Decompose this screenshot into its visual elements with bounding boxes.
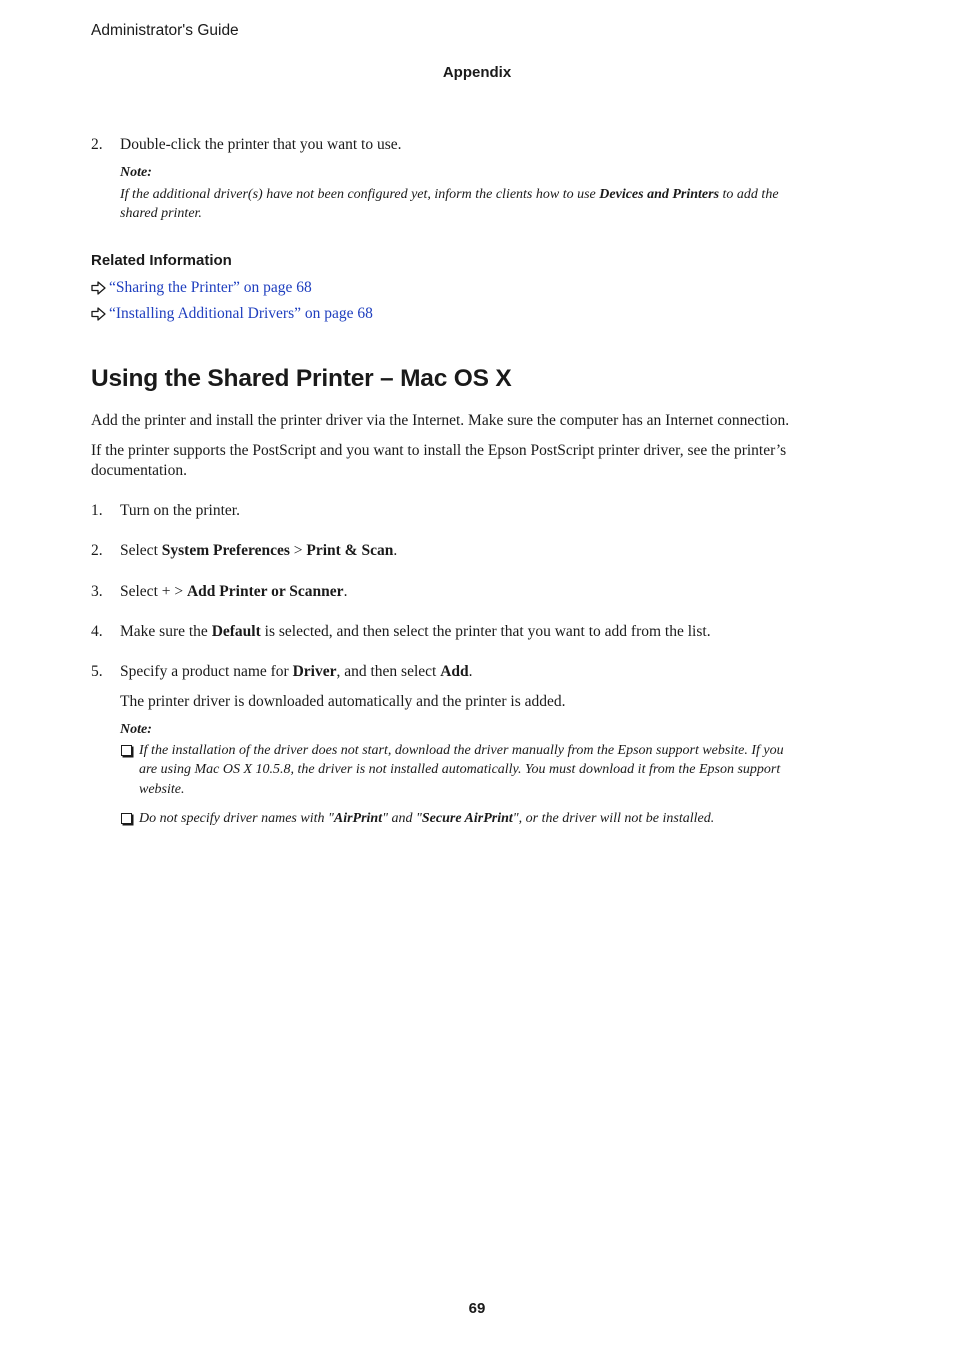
note-text-part: Do not specify driver names with " bbox=[139, 811, 334, 826]
page-number: 69 bbox=[468, 1300, 486, 1317]
step-text-bold: Default bbox=[211, 623, 261, 640]
intro-paragraph-2-line2: documentation. bbox=[91, 462, 187, 479]
related-link-row[interactable] bbox=[91, 305, 373, 323]
link-sharing-the-printer[interactable]: “Sharing the Printer” on page 68 bbox=[109, 279, 312, 296]
note-text-bold: Devices and Printers bbox=[599, 187, 720, 202]
note-text-part: to add the bbox=[719, 187, 779, 202]
section-title: Using the Shared Printer – Mac OS X bbox=[91, 365, 512, 392]
note-item-1-line3: website. bbox=[139, 782, 185, 797]
note-text-line2: shared printer. bbox=[120, 206, 202, 221]
step-number: 2. bbox=[91, 136, 103, 153]
step-number: 1. bbox=[91, 502, 103, 519]
header-section-title: Appendix bbox=[442, 64, 512, 81]
step-text bbox=[120, 541, 397, 561]
note-text-part: ", or the driver will not be installed. bbox=[512, 811, 715, 826]
note-text-bold: AirPrint bbox=[333, 811, 383, 826]
checkbox-bullet-icon bbox=[121, 745, 132, 756]
step-number: 5. bbox=[91, 663, 103, 680]
step-text: Turn on the printer. bbox=[120, 502, 240, 519]
related-information-heading: Related Information bbox=[91, 252, 232, 269]
related-link-row[interactable] bbox=[91, 279, 312, 297]
step-text-part: . bbox=[393, 542, 398, 559]
note-text-bold: Secure AirPrint bbox=[421, 811, 513, 826]
step-text-part: > bbox=[289, 542, 307, 559]
step-text-bold: Print & Scan bbox=[306, 542, 394, 559]
step-text-bold: Add bbox=[440, 663, 469, 680]
step-text-part: . bbox=[468, 663, 473, 680]
step-text-bold: System Preferences bbox=[161, 542, 290, 559]
step-text bbox=[120, 582, 347, 602]
step-text-part: is selected, and then select the printer that you want to add from the list. bbox=[260, 623, 711, 640]
note-item-2 bbox=[139, 809, 714, 829]
step-text bbox=[120, 622, 711, 642]
step-text: Double-click the printer that you want to use. bbox=[120, 136, 402, 153]
checkbox-bullet-icon bbox=[121, 813, 132, 824]
step-text-part: , and then select bbox=[336, 663, 441, 680]
header-guide-title: Administrator's Guide bbox=[91, 22, 239, 39]
note-item-1-line1: If the installation of the driver does not start, download the driver manually from the Epson support website. If you bbox=[139, 743, 784, 758]
step-text-part: Select + > bbox=[120, 583, 187, 600]
arrow-right-icon bbox=[91, 307, 106, 321]
intro-paragraph-2-line1: If the printer supports the PostScript and you want to install the Epson PostScript printer driver, see the printer’s bbox=[91, 442, 787, 459]
step-5-result: The printer driver is downloaded automatically and the printer is added. bbox=[120, 693, 566, 710]
step-text-part: Select bbox=[120, 542, 162, 559]
step-number: 2. bbox=[91, 542, 103, 559]
note-text-part: If the additional driver(s) have not been configured yet, inform the clients how to use bbox=[120, 187, 600, 202]
note-item-1-line2: are using Mac OS X 10.5.8, the driver is not installed automatically. You must download it from the Epson support bbox=[139, 762, 781, 777]
step-text-bold: Driver bbox=[292, 663, 337, 680]
intro-paragraph-1: Add the printer and install the printer driver via the Internet. Make sure the computer has an Internet connection. bbox=[91, 412, 790, 429]
note-text bbox=[120, 185, 880, 205]
arrow-right-icon bbox=[91, 281, 106, 295]
note-label: Note: bbox=[120, 165, 152, 180]
step-text-part: . bbox=[343, 583, 348, 600]
step-text-part: Make sure the bbox=[120, 623, 212, 640]
step-number: 4. bbox=[91, 623, 103, 640]
step-text-part: Specify a product name for bbox=[120, 663, 293, 680]
step-text-bold: Add Printer or Scanner bbox=[186, 583, 344, 600]
note-text-part: " and " bbox=[382, 811, 422, 826]
step-text bbox=[120, 662, 473, 682]
step-number: 3. bbox=[91, 583, 103, 600]
note-label: Note: bbox=[120, 722, 152, 737]
link-installing-additional-drivers[interactable]: “Installing Additional Drivers” on page 68 bbox=[109, 305, 373, 322]
